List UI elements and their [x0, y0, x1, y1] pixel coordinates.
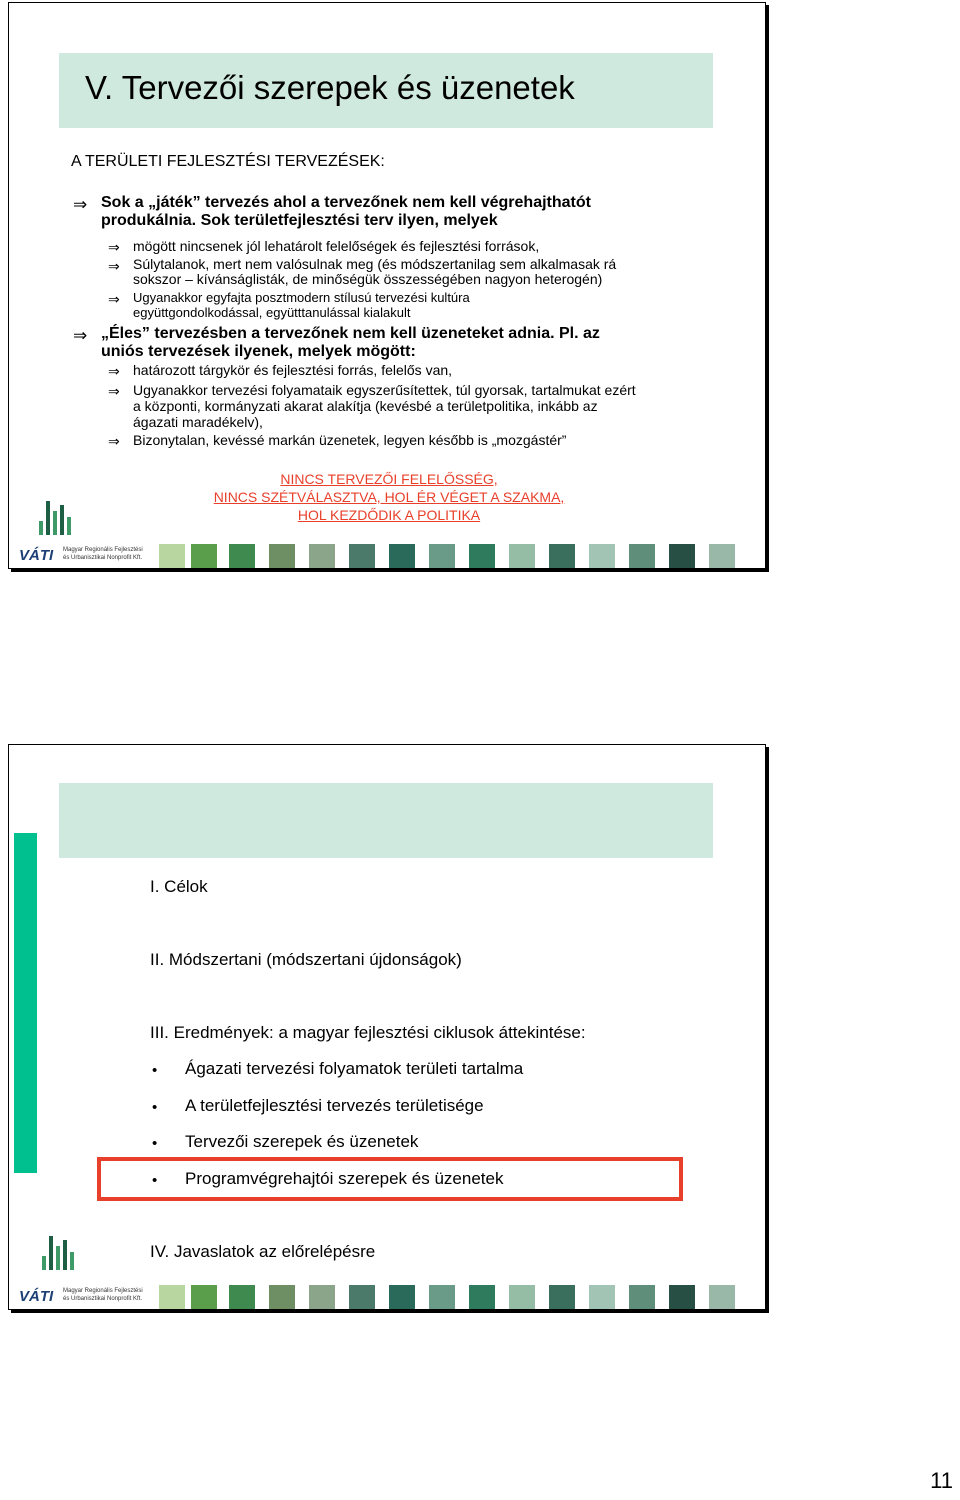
bullet-dot-icon: • — [152, 1062, 158, 1079]
paragraph-2 — [101, 325, 600, 361]
sub-item-2-line-2: sokszor – kívánságlisták, de minőségük összességében nagyon heterogén) — [133, 271, 603, 287]
agenda-bullet-1: Ágazati tervezési folyamatok területi tartalma — [185, 1059, 524, 1078]
agenda-item-3: III. Eredmények: a magyar fejlesztési ciklusok áttekintése: — [150, 1023, 586, 1042]
slide-title-band — [59, 53, 713, 128]
double-arrow-icon: ⇒ — [108, 383, 120, 399]
conclusion-line-1: NINCS TERVEZŐI FELELŐSSÉG, — [280, 471, 498, 487]
sub-item-5-line-2: a központi, kormányzati akarat alakítja (kevésbé a területpolitika, inkább az — [133, 398, 598, 414]
bullet-dot-icon: • — [152, 1135, 158, 1152]
page-number: 11 — [930, 1468, 953, 1493]
left-accent-stripe — [14, 833, 37, 1173]
double-arrow-icon: ⇒ — [108, 258, 120, 274]
footer-subtitle-line-2: és Urbanisztikai Nonprofit Kft. — [63, 1296, 143, 1302]
sub-item-3-line-1: Ugyanakkor egyfajta posztmodern stílusú tervezési kultúra — [133, 290, 470, 305]
agenda-item-1: I. Célok — [150, 877, 208, 896]
footer-subtitle — [63, 1287, 143, 1303]
double-arrow-icon: ⇒ — [73, 326, 88, 345]
agenda-item-4: IV. Javaslatok az előrelépésre — [150, 1242, 376, 1261]
slide-2 — [8, 744, 766, 1310]
double-arrow-icon: ⇒ — [73, 195, 88, 214]
footer-logo-text: VÁTI — [19, 547, 54, 564]
agenda-bullet-4: Programvégrehajtói szerepek és üzenetek — [185, 1169, 504, 1188]
conclusion-line-2: NINCS SZÉTVÁLASZTVA, HOL ÉR VÉGET A SZAKMA, — [213, 489, 565, 505]
paragraph-1 — [101, 194, 591, 230]
sub-item-6: Bizonytalan, kevéssé markán üzenetek, legyen később is „mozgástér” — [133, 432, 567, 448]
bullet-dot-icon: • — [152, 1172, 158, 1189]
footer-subtitle-line-2: és Urbanisztikai Nonprofit Kft. — [63, 555, 143, 561]
sub-item-2-line-1: Súlytalanok, mert nem valósulnak meg (és módszertanilag sem alkalmasak rá — [133, 256, 617, 272]
slide-title-band — [59, 783, 713, 858]
sub-item-3 — [133, 290, 470, 320]
paragraph-1-line-1: Sok a „játék” tervezés ahol a tervezőnek nem kell végrehajthatót — [101, 194, 591, 211]
vati-bars-logo — [39, 497, 71, 535]
slide-1 — [8, 2, 766, 569]
conclusion-line-3: HOL KEZDŐDIK A POLITIKA — [297, 507, 481, 523]
footer-logo-text: VÁTI — [19, 1288, 54, 1305]
slide-title: V. Tervezői szerepek és üzenetek — [85, 69, 575, 106]
sub-item-5-line-3: ágazati maradékelv), — [133, 414, 263, 430]
bullet-dot-icon: • — [152, 1099, 158, 1116]
sub-item-5-line-1: Ugyanakkor tervezési folyamataik egyszerűsítettek, túl gyorsak, tartalmukat ezért — [133, 382, 636, 398]
footer-subtitle-line-1: Magyar Regionális Fejlesztési — [63, 547, 143, 553]
double-arrow-icon: ⇒ — [108, 291, 120, 307]
double-arrow-icon: ⇒ — [108, 433, 120, 449]
conclusion-text — [109, 470, 669, 524]
paragraph-2-line-2: uniós tervezések ilyenek, melyek mögött: — [101, 343, 416, 360]
sub-item-3-line-2: együttgondolkodással, együtttanulással kialakult — [133, 305, 411, 320]
footer-strip — [9, 544, 765, 568]
sub-item-4: határozott tárgykör és fejlesztési forrás, felelős van, — [133, 362, 453, 378]
section-heading: A TERÜLETI FEJLESZTÉSI TERVEZÉSEK: — [71, 153, 385, 170]
double-arrow-icon: ⇒ — [108, 363, 120, 379]
paragraph-2-line-1: „Éles” tervezésben a tervezőnek nem kell üzeneteket adnia. Pl. az — [101, 325, 600, 342]
sub-item-1: mögött nincsenek jól lehatárolt felelőségek és fejlesztési források, — [133, 238, 540, 254]
footer-subtitle-line-1: Magyar Regionális Fejlesztési — [63, 1288, 143, 1294]
double-arrow-icon: ⇒ — [108, 239, 120, 255]
paragraph-1-line-2: produkálnia. Sok területfejlesztési terv ilyen, melyek — [101, 212, 498, 229]
agenda-item-2: II. Módszertani (módszertani újdonságok) — [150, 950, 462, 969]
footer-strip — [9, 1285, 765, 1309]
vati-bars-logo — [42, 1232, 74, 1270]
sub-item-5 — [133, 382, 636, 430]
agenda-bullet-3: Tervezői szerepek és üzenetek — [185, 1132, 419, 1151]
footer-subtitle — [63, 546, 143, 562]
agenda-bullet-2: A területfejlesztési tervezés területisége — [185, 1096, 484, 1115]
sub-item-2 — [133, 257, 616, 287]
